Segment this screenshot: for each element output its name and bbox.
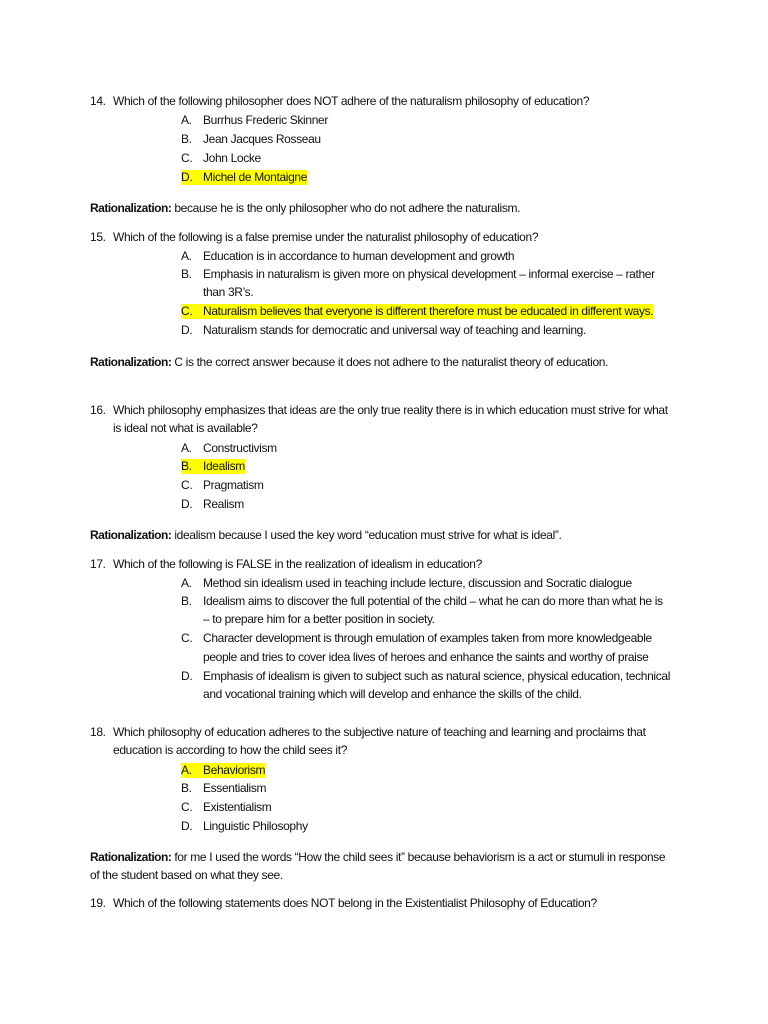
rationalization (90, 850, 665, 865)
option-text: Emphasis in naturalism is given more on physical development – informal exercise – rather (203, 267, 655, 281)
option-text-highlighted: Michel de Montaigne (203, 170, 308, 184)
rationalization-text-continuation: of the student based on what they see. (90, 868, 283, 882)
question-number: 16. (90, 403, 106, 417)
option-letter-highlighted: C. (181, 304, 203, 319)
rationalization-text: C is the correct answer because it does not adhere to the naturalist theory of education. (174, 355, 609, 369)
option-letter: A. (181, 576, 192, 590)
option-text: Jean Jacques Rosseau (203, 132, 321, 146)
question-text: Which philosophy of education adheres to the subjective nature of teaching and learning and proclaims that (113, 725, 646, 739)
option-letter-highlighted: D. (181, 170, 203, 185)
option-letter: B. (181, 594, 192, 608)
rationalization-label: Rationalization: (90, 201, 172, 215)
question-number: 14. (90, 94, 106, 108)
option-text-highlighted: Naturalism believes that everyone is different therefore must be educated in different ways. (203, 304, 654, 318)
option-letter: D. (181, 497, 193, 511)
question-number: 19. (90, 896, 106, 910)
rationalization (90, 355, 608, 370)
option-text: John Locke (203, 151, 261, 165)
option-text: Character development is through emulation of examples taken from more knowledgeable (203, 631, 652, 645)
rationalization-text: for me I used the words “How the child sees it” because behaviorism is a act or stumuli in response (174, 850, 666, 864)
question-text: is ideal not what is available? (113, 421, 258, 435)
option-letter: A. (181, 249, 192, 263)
option-letter: B. (181, 132, 192, 146)
question-number: 18. (90, 725, 106, 739)
option-letter: A. (181, 113, 192, 127)
option-letter: B. (181, 781, 192, 795)
option-text-highlighted: Idealism (203, 459, 245, 473)
question-number: 17. (90, 557, 106, 571)
option-text-continuation: and vocational training which will develop and enhance the skills of the child. (203, 687, 582, 701)
option-text: Essentialism (203, 781, 267, 795)
rationalization-text: idealism because I used the key word “education must strive for what is ideal”. (174, 528, 562, 542)
option-letter: C. (181, 151, 193, 165)
rationalization (90, 528, 562, 543)
option-text: Burrhus Frederic Skinner (203, 113, 328, 127)
option-letter: D. (181, 819, 193, 833)
option-letter: C. (181, 631, 193, 645)
rationalization-text: because he is the only philosopher who do not adhere the naturalism. (174, 201, 521, 215)
option-letter: A. (181, 441, 192, 455)
option-text: Method sin idealism used in teaching include lecture, discussion and Socratic dialogue (203, 576, 632, 590)
option-text: Existentialism (203, 800, 272, 814)
question-text: education is according to how the child sees it? (113, 743, 348, 757)
option-text: Emphasis of idealism is given to subject such as natural science, physical education, technical (203, 669, 671, 683)
option-letter: C. (181, 800, 193, 814)
option-text: Naturalism stands for democratic and universal way of teaching and learning. (203, 323, 586, 337)
question-text: Which of the following philosopher does NOT adhere of the naturalism philosophy of education? (113, 94, 590, 108)
rationalization-label: Rationalization: (90, 355, 172, 369)
option-text: Constructivism (203, 441, 277, 455)
option-text-continuation: – to prepare him for a better position in society. (203, 612, 435, 626)
option-letter: D. (181, 669, 193, 683)
option-text: Pragmatism (203, 478, 264, 492)
option-text: Linguistic Philosophy (203, 819, 308, 833)
option-text-continuation: people and tries to cover idea lives of heroes and enhance the saints and worthy of praise (203, 650, 649, 664)
option-text: Idealism aims to discover the full potential of the child – what he can do more than what he is (203, 594, 663, 608)
option-letter-highlighted: A. (181, 763, 203, 778)
rationalization-label: Rationalization: (90, 528, 172, 542)
option-letter: C. (181, 478, 193, 492)
question-number: 15. (90, 230, 106, 244)
option-text: Realism (203, 497, 244, 511)
question-text: Which of the following is FALSE in the realization of idealism in education? (113, 557, 482, 571)
option-letter-highlighted: B. (181, 459, 203, 474)
question-text: Which philosophy emphasizes that ideas are the only true reality there is in which education must strive for what (113, 403, 668, 417)
question-text: Which of the following statements does NOT belong in the Existentialist Philosophy of Education? (113, 896, 597, 910)
option-text: Education is in accordance to human development and growth (203, 249, 515, 263)
option-text-highlighted: Behaviorism (203, 763, 266, 777)
option-text-continuation: than 3R’s. (203, 285, 254, 299)
question-text: Which of the following is a false premise under the naturalist philosophy of education? (113, 230, 539, 244)
option-letter: B. (181, 267, 192, 281)
option-letter: D. (181, 323, 193, 337)
rationalization (90, 201, 520, 216)
rationalization-label: Rationalization: (90, 850, 172, 864)
